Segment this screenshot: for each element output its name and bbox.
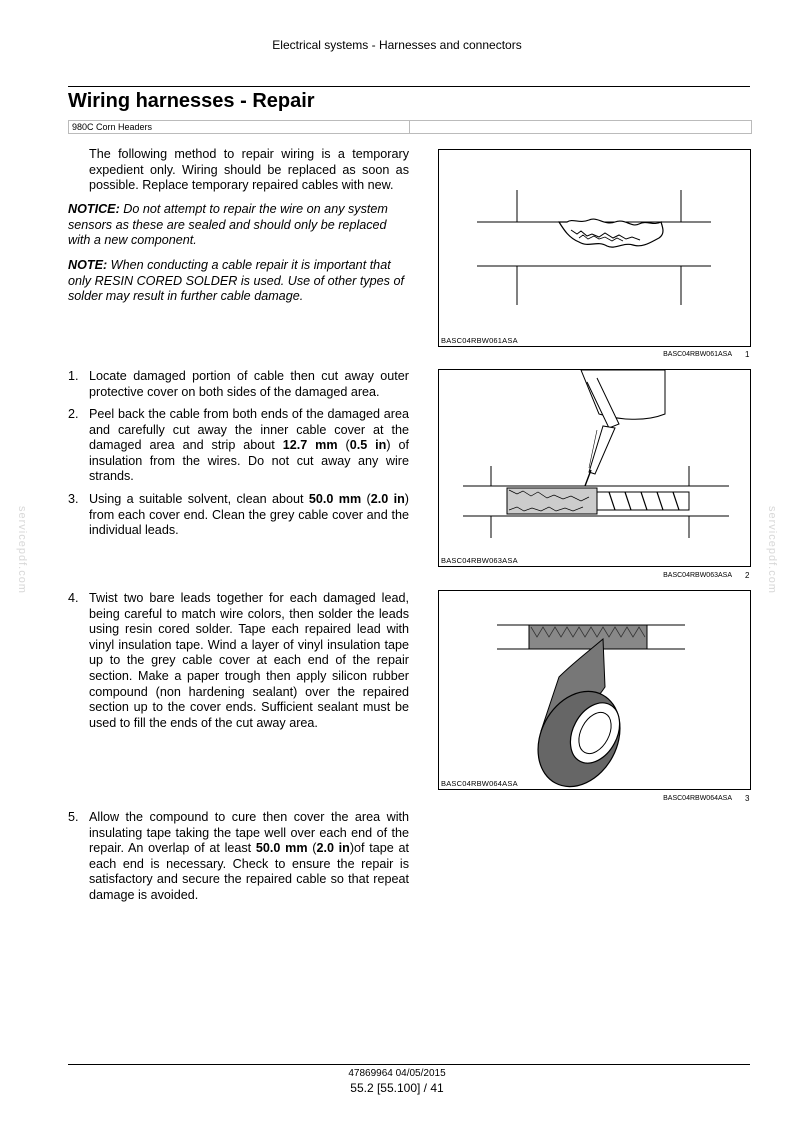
notice-text: Do not attempt to repair the wire on any system sensors as these are sealed and should only be replaced with a new component. [68, 202, 388, 248]
step-text: Twist two bare leads together for each damaged lead, being careful to match wire colors, then solder the leads using resin cored solder. Tape each repaired lead with vinyl insulation tape. Wind a layer of vinyl insulation tape up to the grey cable cover at each end of the repair section. Make a paper trough then apply silicon rubber compound (non hardening sealant) over the repaired section up to the cover ends. Sufficient sealant must be used to fill the ends of the cut away area. [89, 591, 409, 730]
notice-label: NOTICE: [68, 202, 120, 216]
applicability-divider [409, 121, 410, 133]
step-number: 1. [68, 369, 79, 383]
damaged-cable-illustration [439, 150, 750, 346]
figure-code: BASC04RBW064ASA [441, 779, 518, 788]
figure-code: BASC04RBW061ASA [441, 336, 518, 345]
notice-paragraph [68, 202, 409, 249]
figure-caption: BASC04RBW063ASA [663, 572, 732, 579]
step-number: 2. [68, 407, 79, 421]
step-number: 3. [68, 492, 79, 506]
note-paragraph [68, 258, 409, 305]
figure-2 [438, 369, 751, 567]
footer-document-number: 47869964 04/05/2015 [348, 1068, 446, 1079]
step-text: Allow the compound to cure then cover the area with insulating tape taking the tape well over each end of the repair. An overlap of at least 50.0 mm (2.0 in)of tape at each end is necessary. Check to ensure the repair is satisfactory and secure the repaired cable so that repeat damage is avoided. [89, 810, 409, 902]
step-4 [68, 591, 409, 731]
step-text: Locate damaged portion of cable then cut away outer protective cover on both sides of the damaged area. [89, 369, 409, 399]
taping-repair-illustration [439, 591, 750, 789]
figure-number: 1 [745, 350, 750, 359]
section-title: Wiring harnesses - Repair [68, 90, 315, 112]
watermark-left: servicepdf.com [16, 506, 28, 594]
figure-caption: BASC04RBW061ASA [663, 351, 732, 358]
running-header: Electrical systems - Harnesses and connectors [272, 38, 522, 52]
figure-caption: BASC04RBW064ASA [663, 795, 732, 802]
step-2 [68, 407, 409, 487]
figure-number: 3 [745, 794, 750, 803]
cable-cleaning-illustration [439, 370, 750, 566]
applicability-model: 980C Corn Headers [72, 122, 153, 132]
step-number: 4. [68, 591, 79, 605]
step-text: Using a suitable solvent, clean about 50.0 mm (2.0 in) from each cover end. Clean the grey cable cover and the individual leads. [89, 492, 409, 538]
figure-3 [438, 590, 751, 790]
step-number: 5. [68, 810, 79, 824]
watermark-right: servicepdf.com [766, 506, 778, 594]
step-1 [68, 369, 409, 403]
step-5 [68, 810, 409, 906]
footer-page-number: 55.2 [55.100] / 41 [350, 1081, 444, 1095]
note-label: NOTE: [68, 258, 108, 272]
step-text: Peel back the cable from both ends of the damaged area and carefully cut away the inner cable cover at the damaged area and strip about 12.7 mm (0.5 in) of insulation from the wires. Do not cut away any wire strands. [89, 407, 409, 484]
step-3 [68, 492, 409, 542]
footer-rule [68, 1064, 750, 1065]
note-text: When conducting a cable repair it is important that only RESIN CORED SOLDER is used. Use of other types of solder may result in further cable damage. [68, 258, 404, 304]
applicability-table [68, 120, 752, 134]
figure-number: 2 [745, 571, 750, 580]
figure-code: BASC04RBW063ASA [441, 556, 518, 565]
header-rule [68, 86, 750, 87]
figure-1 [438, 149, 751, 347]
intro-paragraph: The following method to repair wiring is a temporary expedient only. Wiring should be replaced as soon as possible. Replace temporary repaired cables with new. [89, 147, 409, 193]
